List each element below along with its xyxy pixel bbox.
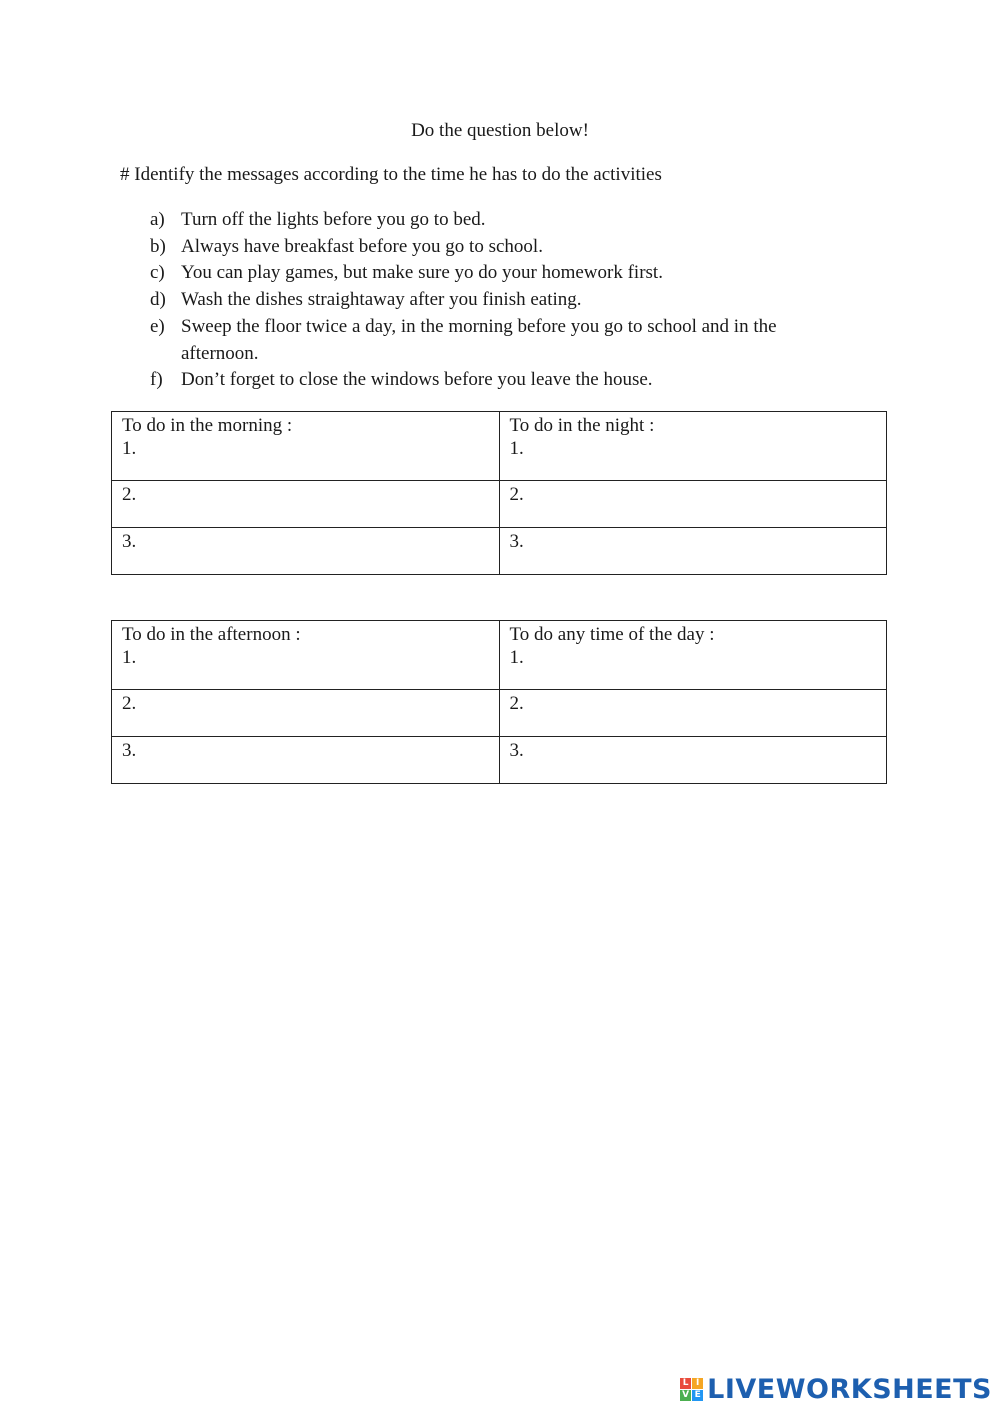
logo-mark-letter: V <box>680 1390 691 1401</box>
instruction-text: # Identify the messages according to the time he has to do the activities <box>120 164 662 185</box>
table-row <box>112 481 887 528</box>
logo-text: LIVEWORKSHEETS <box>707 1374 992 1405</box>
activity-text: Don’t forget to close the windows before you leave the house. <box>181 369 653 391</box>
list-marker: b) <box>150 235 166 257</box>
liveworksheets-logo <box>680 1374 992 1405</box>
list-marker: c) <box>150 262 165 284</box>
table-row <box>112 412 887 481</box>
table-row <box>112 690 887 737</box>
row-number: 1. <box>509 647 524 668</box>
activity-text: Sweep the floor twice a day, in the morning before you go to school and in the afternoon. <box>181 315 777 364</box>
activity-text: Always have breakfast before you go to school. <box>181 235 543 257</box>
list-marker: a) <box>150 209 165 230</box>
row-number: 2. <box>509 693 524 714</box>
logo-mark-letter: E <box>692 1390 703 1401</box>
row-number: 1. <box>122 647 137 668</box>
list-marker: f) <box>150 369 163 391</box>
column-header-anytime: To do any time of the day : <box>509 624 715 645</box>
activity-text: Wash the dishes straightaway after you finish eating. <box>181 289 582 311</box>
morning-night-table <box>111 411 887 575</box>
afternoon-answer-2[interactable] <box>112 690 500 737</box>
activity-list <box>150 207 850 394</box>
list-item <box>150 314 850 367</box>
activity-text: Turn off the lights before you go to bed. <box>181 209 486 230</box>
anytime-answer-3[interactable] <box>499 737 887 784</box>
row-number: 1. <box>509 438 524 459</box>
row-number: 3. <box>122 531 137 552</box>
list-marker: e) <box>150 315 165 337</box>
table-row <box>112 621 887 690</box>
list-item <box>150 234 850 261</box>
list-item <box>150 207 850 234</box>
list-item <box>150 287 850 314</box>
row-number: 1. <box>122 438 137 459</box>
activity-text: You can play games, but make sure yo do your homework first. <box>181 262 663 284</box>
row-number: 2. <box>509 484 524 505</box>
anytime-answer-1[interactable] <box>499 621 887 690</box>
logo-icon <box>680 1378 703 1401</box>
night-answer-1[interactable] <box>499 412 887 481</box>
list-marker: d) <box>150 289 166 311</box>
logo-mark-letter: L <box>680 1378 691 1389</box>
night-answer-3[interactable] <box>499 528 887 575</box>
row-number: 3. <box>509 531 524 552</box>
row-number: 2. <box>122 484 137 505</box>
row-number: 3. <box>509 740 524 761</box>
afternoon-answer-3[interactable] <box>112 737 500 784</box>
morning-answer-2[interactable] <box>112 481 500 528</box>
column-header-afternoon: To do in the afternoon : <box>122 624 301 645</box>
night-answer-2[interactable] <box>499 481 887 528</box>
morning-answer-1[interactable] <box>112 412 500 481</box>
row-number: 2. <box>122 693 137 714</box>
afternoon-answer-1[interactable] <box>112 621 500 690</box>
morning-answer-3[interactable] <box>112 528 500 575</box>
row-number: 3. <box>122 740 137 761</box>
list-item <box>150 260 850 287</box>
table-row <box>112 528 887 575</box>
table-row <box>112 737 887 784</box>
list-item <box>150 367 850 394</box>
logo-mark-letter: I <box>692 1378 703 1389</box>
anytime-answer-2[interactable] <box>499 690 887 737</box>
worksheet-title: Do the question below! <box>411 120 589 141</box>
column-header-morning: To do in the morning : <box>122 415 293 436</box>
afternoon-anytime-table <box>111 620 887 784</box>
column-header-night: To do in the night : <box>509 415 655 436</box>
